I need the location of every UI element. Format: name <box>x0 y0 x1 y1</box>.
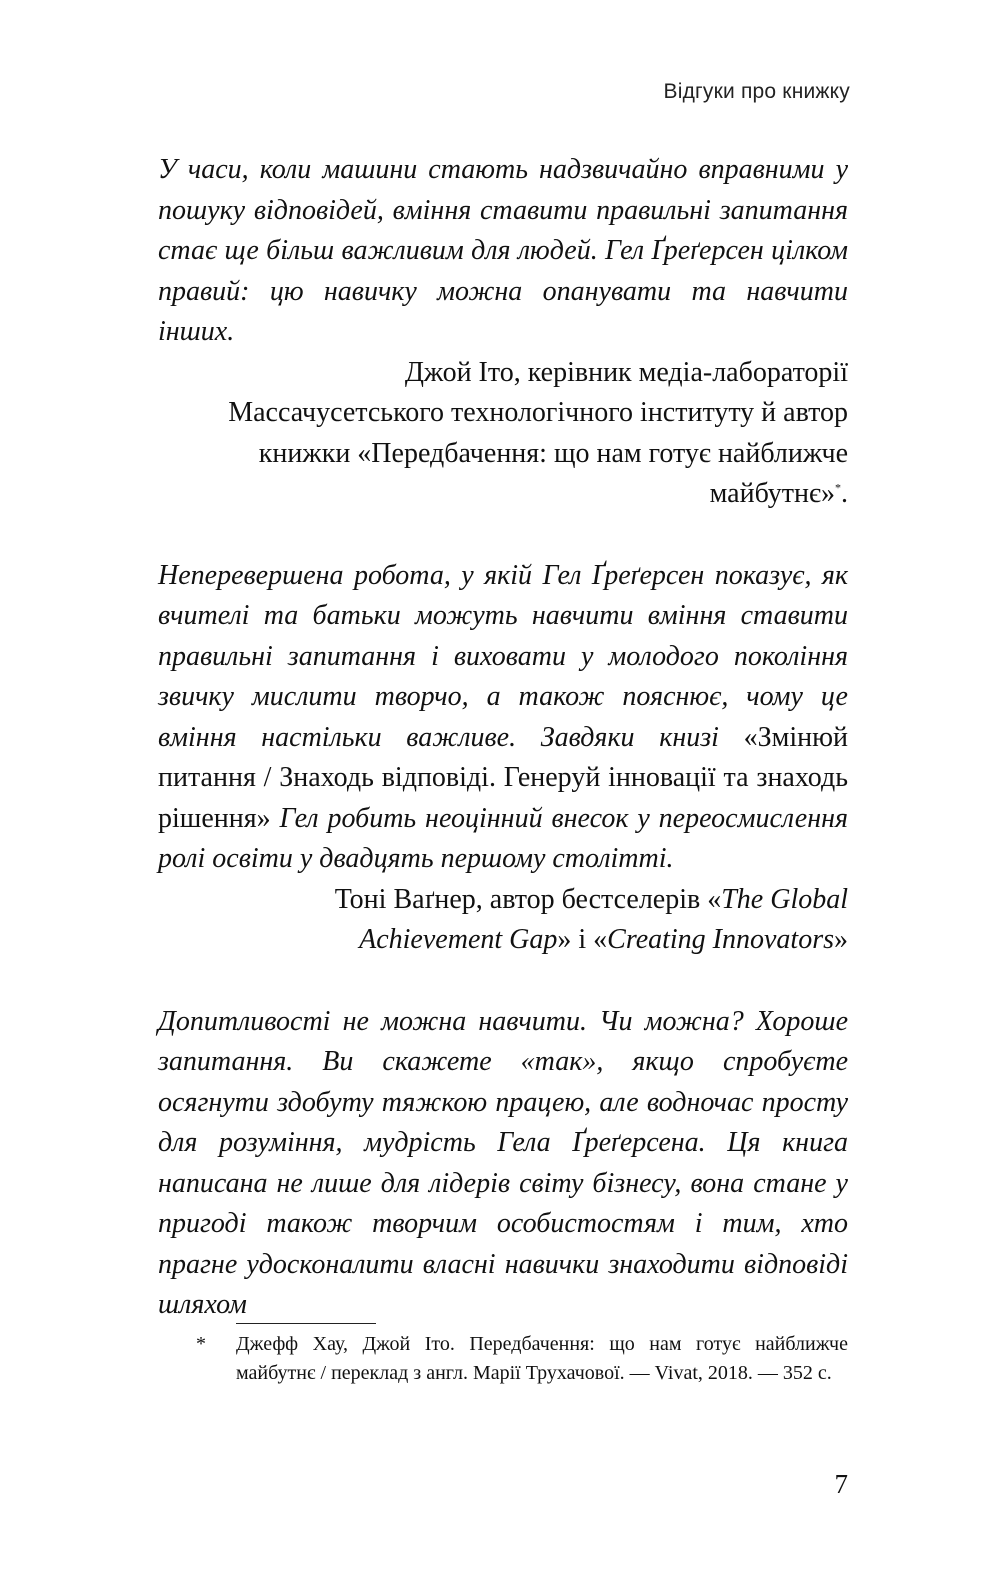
book-title: «Змінюй питання / Знаходь відповіді. Генеруй інновації та знаходь рішення» <box>158 721 848 834</box>
running-head: Відгуки про книжку <box>663 80 850 103</box>
blurb-tony-wagner <box>158 556 848 880</box>
blurb-text: Неперевершена робота, у якій Гел Ґреґерсен показує, як вчителі та батьки можуть навчити вміння ставити правильні запитання і виховати у молодого покоління звичку мислити творчо, а також пояснює, чому це вміння настільки важливе. Завдяки книзі <box>158 559 848 753</box>
attribution-text: майбутнє» <box>709 478 835 509</box>
book-title: The Global <box>721 883 848 915</box>
footnote-divider <box>236 1323 376 1324</box>
footnote <box>196 1330 848 1388</box>
book-title: Achievement Gap <box>359 924 558 955</box>
attribution-line <box>158 920 848 961</box>
attribution-line <box>158 880 848 921</box>
blurb-curiosity: Допитливості не можна навчити. Чи можна? Хороше запитання. Ви скажете «так», якщо спробуєте осягнути здобуту тяжкою працею, але водночас просту для розуміння, мудрість Гела Ґреґерсена. Ця книга написана не лише для лідерів світу бізнесу, вона стане у пригоді також творчим особистостям і тим, хто прагне удосконалити власні навички знаходити відповіді шляхом <box>158 1005 848 1320</box>
blurb-text: Гел робить неоцінний внесок у переосмислення ролі освіти у двадцять першому столітті. <box>158 802 848 874</box>
attribution-joi-ito <box>158 353 848 515</box>
attribution-text: » і « <box>557 924 608 955</box>
blurb-joi-ito: У часи, коли машини стають надзвичайно вправними у пошуку відповідей, вміння ставити правильні запитання стає ще більш важливим для людей. Гел Ґреґерсен цілком правий: цю навичку можна опанувати та навчити інших. <box>158 154 848 347</box>
attribution-line: Массачусетського технологічного інституту й автор <box>228 397 848 428</box>
attribution-line <box>158 474 848 515</box>
page-number: 7 <box>834 1469 848 1499</box>
footnote-text: Джефф Хау, Джой Іто. Передбачення: що нам готує найближче майбутнє / переклад з англ. Марії Трухачової. — Vivat, 2018. — 352 с. <box>236 1333 848 1384</box>
footnote-mark: * <box>196 1333 206 1355</box>
attribution-text: Тоні Ваґнер, автор бестселерів « <box>334 883 722 915</box>
attribution-text: » <box>834 924 848 955</box>
attribution-line: книжки «Передбачення: що нам готує найближче <box>258 437 848 469</box>
book-title: Creating Innovators <box>607 924 834 955</box>
page-content <box>158 150 848 1326</box>
attribution-line: Джой Іто, керівник медіа-лабораторії <box>404 356 848 388</box>
attribution-text: . <box>841 478 848 509</box>
footnote-reference[interactable]: * <box>835 480 841 495</box>
attribution-tony-wagner <box>158 880 848 961</box>
